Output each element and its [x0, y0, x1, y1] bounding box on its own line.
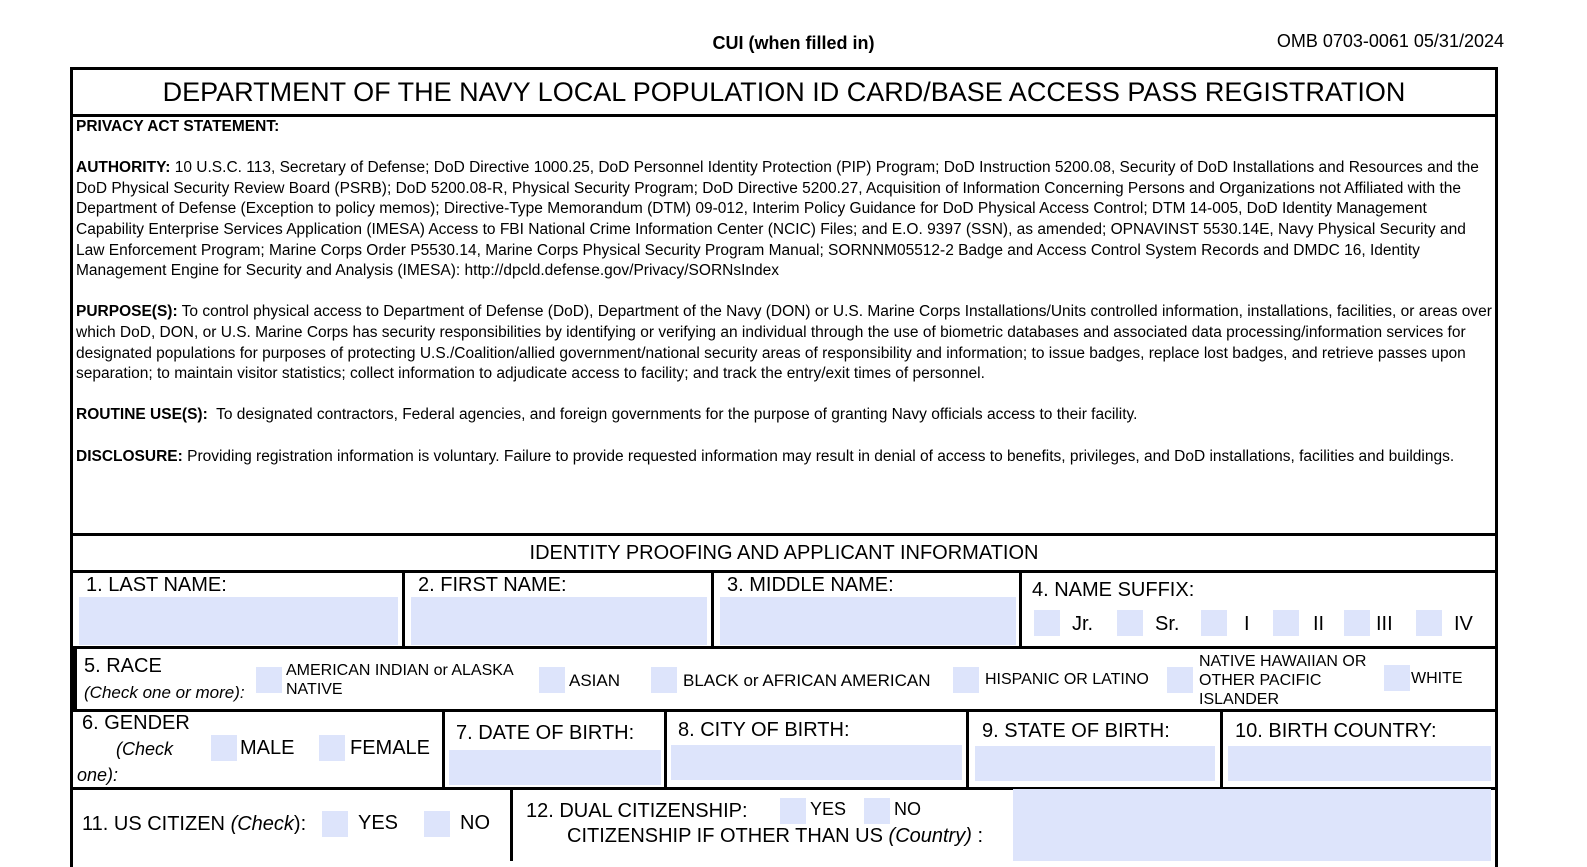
last-name-input[interactable] — [79, 597, 398, 645]
citizenship-country-input[interactable] — [1013, 789, 1491, 861]
race-white-checkbox[interactable] — [1384, 665, 1410, 691]
form-title: DEPARTMENT OF THE NAVY LOCAL POPULATION ID CARD/BASE ACCESS PASS REGISTRATION — [73, 70, 1495, 117]
race-hispanic-checkbox[interactable] — [953, 667, 979, 693]
suffix-iv-label: IV — [1454, 613, 1473, 635]
birth-country-input[interactable] — [1228, 746, 1491, 781]
routine-use-label: ROUTINE USE(S): — [76, 406, 208, 424]
divider — [73, 709, 1495, 712]
gender-female-checkbox[interactable] — [319, 735, 345, 761]
city-of-birth-input[interactable] — [671, 745, 962, 780]
race-hint — [84, 683, 245, 703]
citizenship-other-label — [567, 825, 983, 848]
first-name-input[interactable] — [411, 597, 707, 645]
divider — [510, 790, 513, 861]
race-asian-checkbox[interactable] — [539, 667, 565, 693]
gender-hint-a — [116, 739, 173, 760]
us-citizen-no-label: NO — [460, 812, 490, 834]
us-citizen-yes-label: YES — [358, 812, 399, 834]
divider — [73, 646, 1495, 649]
dob-input[interactable] — [449, 750, 661, 785]
divider — [966, 712, 969, 788]
suffix-sr-label: Sr. — [1155, 613, 1180, 635]
us-citizen-label — [82, 813, 306, 836]
disclosure-paragraph — [76, 447, 1494, 468]
race-native-hawaiian-label: NATIVE HAWAIIAN OR OTHER PACIFIC ISLANDER — [1199, 653, 1367, 708]
suffix-jr-checkbox[interactable] — [1034, 610, 1060, 636]
section-title: IDENTITY PROOFING AND APPLICANT INFORMATION — [529, 542, 1039, 564]
birth-country-label: 10. BIRTH COUNTRY: — [1235, 720, 1437, 742]
suffix-sr-checkbox[interactable] — [1117, 610, 1143, 636]
privacy-act-statement — [76, 117, 1494, 533]
dual-no-label: NO — [894, 799, 921, 819]
first-name-label: 2. FIRST NAME: — [418, 574, 567, 596]
dual-yes-label: YES — [810, 799, 847, 819]
race-american-indian-checkbox[interactable] — [256, 667, 282, 693]
name-suffix-label: 4. NAME SUFFIX: — [1032, 579, 1195, 601]
divider — [73, 533, 1495, 536]
authority-paragraph — [76, 158, 1494, 282]
us-citizen-yes-checkbox[interactable] — [322, 811, 348, 837]
us-citizen-hint-end: ): — [293, 813, 307, 835]
dob-label: 7. DATE OF BIRTH: — [456, 722, 635, 744]
cui-marking: CUI (when filled in) — [712, 33, 875, 53]
divider — [442, 712, 445, 788]
omb-number: OMB 0703-0061 05/31/2024 — [1276, 31, 1504, 51]
suffix-iv-checkbox[interactable] — [1416, 610, 1442, 636]
middle-name-label: 3. MIDDLE NAME: — [727, 574, 894, 596]
gender-hint-a-text: (Check — [116, 739, 174, 759]
routine-use-text: To designated contractors, Federal agencies, and foreign governments for the purpose of granting Navy officials access to their facility. — [216, 406, 1138, 424]
race-label: 5. RACE — [84, 655, 162, 677]
divider — [664, 712, 667, 788]
purpose-text: To control physical access to Department of Defense (DoD), Department of the Navy (DON) or U.S. Marine Corps Installations/Units controlled information, installations, facilities, or areas over which DoD, DON, or U.S. Marine Corps has security responsibilities by identifying or verifying an individual through the use of biometric databases and associated data processing/information services for designated populations for purposes of protecting U.S./Coalition/allied government/national security areas of responsibility and information; to issue badges, replace lost badges, and retrieve passes upon separation; to maintain visitor statistics; collect information to adjudicate access to facility; and track the entry/exit times of personnel. — [76, 303, 1492, 383]
race-native-hawaiian-checkbox[interactable] — [1167, 667, 1193, 693]
state-of-birth-input[interactable] — [975, 746, 1215, 781]
dual-yes-checkbox[interactable] — [780, 798, 806, 824]
state-of-birth-label: 9. STATE OF BIRTH: — [982, 720, 1170, 742]
gender-male-checkbox[interactable] — [211, 735, 237, 761]
race-hint-text: (Check one or more): — [84, 683, 245, 702]
us-citizen-no-checkbox[interactable] — [424, 811, 450, 837]
suffix-i-checkbox[interactable] — [1201, 610, 1227, 636]
divider — [1220, 712, 1223, 788]
race-asian-label: ASIAN — [569, 671, 621, 690]
purpose-paragraph — [76, 302, 1494, 384]
disclosure-label: DISCLOSURE: — [76, 447, 183, 465]
race-american-indian-label: AMERICAN INDIAN or ALASKA NATIVE — [286, 662, 513, 698]
privacy-heading: PRIVACY ACT STATEMENT: — [76, 118, 280, 135]
race-black-label: BLACK or AFRICAN AMERICAN — [683, 671, 931, 690]
suffix-i-label: I — [1244, 613, 1250, 635]
divider — [73, 570, 1495, 573]
gender-hint-b — [77, 765, 118, 786]
routine-use-paragraph — [76, 405, 1494, 426]
gender-female-label: FEMALE — [350, 737, 431, 759]
suffix-ii-checkbox[interactable] — [1273, 610, 1299, 636]
suffix-ii-label: II — [1313, 613, 1325, 635]
race-hispanic-label: HISPANIC OR LATINO — [985, 671, 1149, 688]
us-citizen-text: 11. US CITIZEN — [82, 813, 225, 835]
purpose-label: PURPOSE(S): — [76, 303, 178, 321]
suffix-iii-label: III — [1376, 613, 1393, 635]
race-white-label: WHITE — [1411, 670, 1463, 687]
authority-text: 10 U.S.C. 113, Secretary of Defense; DoD Directive 1000.25, DoD Personnel Identity Protection (PIP) Program; DoD Instruction 5200.08, Security of DoD Installations and Resources and the DoD Physical Security Review Board (PSRB); DoD 5200.08-R, Physical Security Program; DoD Directive 5200.27, Acquisition of Information Concerning Persons and Organizations not Affiliated with the Department of Defense (Exception to policy memos); Directive-Type Memorandum (DTM) 09-012, Interim Policy Guidance for DoD Physical Access Control; DTM 14-005, DoD Identity Management Capability Enterprise Services Application (IMESA) Access to FBI National Crime Information Center (NCIC) Files; and E.O. 9397 (SSN), as amended; OPNAVINST 5530.14E, Navy Physical Security and Law Enforcement Program; Marine Corps Order P5530.14, Marine Corps Physical Security Program Manual; SORNNM05512-2 Badge and Access Control System Records and DMDC 16, Identity Management Engine for Security and Analysis (IMESA): http://dpcld.defense.gov/Privacy/SORNsIndex — [76, 159, 1479, 280]
dual-citizenship-label: 12. DUAL CITIZENSHIP: — [526, 800, 748, 822]
divider — [73, 649, 77, 711]
suffix-iii-checkbox[interactable] — [1344, 610, 1370, 636]
gender-male-label: MALE — [240, 737, 295, 759]
city-of-birth-label: 8. CITY OF BIRTH: — [678, 719, 850, 741]
middle-name-input[interactable] — [720, 597, 1016, 645]
citizenship-other-text: CITIZENSHIP IF OTHER THAN US — [567, 825, 883, 847]
race-black-checkbox[interactable] — [651, 667, 677, 693]
gender-hint-b-text: one): — [77, 765, 119, 785]
disclosure-text: Providing registration information is voluntary. Failure to provide requested information may result in denial of access to benefits, privileges, and DoD installations, facilities and buildings. — [187, 447, 1455, 465]
divider — [1019, 573, 1022, 647]
divider — [402, 573, 405, 647]
authority-label: AUTHORITY: — [76, 159, 171, 177]
suffix-jr-label: Jr. — [1072, 613, 1094, 635]
divider — [711, 573, 714, 647]
citizenship-other-hint: (Country) — [888, 825, 972, 847]
gender-label: 6. GENDER — [82, 712, 190, 734]
last-name-label: 1. LAST NAME: — [86, 574, 227, 596]
dual-no-checkbox[interactable] — [864, 798, 890, 824]
us-citizen-hint: (Check — [230, 813, 294, 835]
citizenship-other-end: : — [977, 825, 984, 847]
